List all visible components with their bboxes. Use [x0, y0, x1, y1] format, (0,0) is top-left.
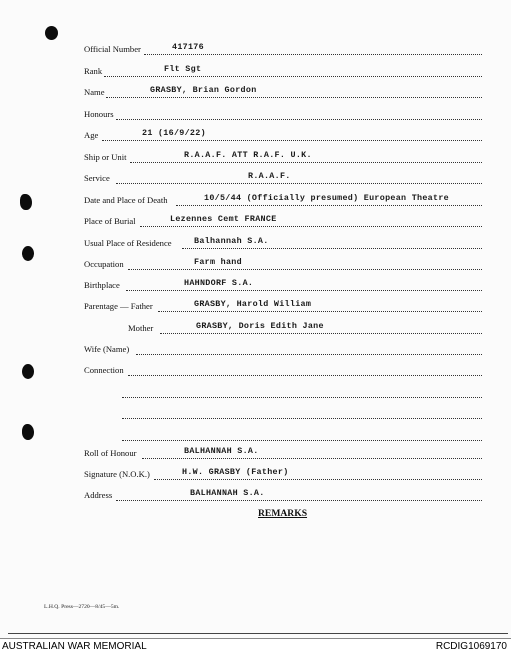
residence-value: Balhannah S.A. [194, 236, 269, 246]
punch-hole-5 [22, 424, 34, 440]
footer-bar [0, 638, 511, 655]
residence-field [84, 237, 482, 251]
death-field [84, 194, 482, 208]
name-label: Name [84, 87, 105, 97]
signature-value: H.W. GRASBY (Father) [182, 467, 289, 477]
connection-field [84, 364, 482, 378]
honours-field [84, 108, 482, 122]
occupation-label: Occupation [84, 259, 124, 269]
birthplace-field [84, 279, 482, 293]
connection-line-4 [122, 429, 482, 443]
punch-hole-top [45, 26, 58, 40]
rank-label: Rank [84, 66, 103, 76]
burial-value: Lezennes Cemt FRANCE [170, 214, 277, 224]
occupation-value: Farm hand [194, 257, 242, 267]
death-label: Date and Place of Death [84, 195, 168, 205]
father-field [84, 300, 482, 314]
mother-label: Mother [128, 323, 154, 333]
age-value: 21 (16/9/22) [142, 128, 206, 138]
occupation-field [84, 258, 482, 272]
official-number-field [84, 43, 482, 57]
address-field [84, 489, 482, 503]
rank-value: Flt Sgt [164, 64, 202, 74]
punch-hole-2 [20, 194, 32, 210]
age-label: Age [84, 130, 99, 140]
punch-hole-3 [22, 246, 34, 261]
connection-label: Connection [84, 365, 124, 375]
punch-hole-4 [22, 364, 34, 379]
page-edge-line [8, 633, 508, 634]
connection-line-2 [122, 386, 482, 400]
roll-of-honour-value: BALHANNAH S.A. [184, 446, 259, 456]
father-label: Parentage — Father [84, 301, 153, 311]
mother-value: GRASBY, Doris Edith Jane [196, 321, 324, 331]
address-value: BALHANNAH S.A. [190, 488, 265, 498]
father-value: GRASBY, Harold William [194, 299, 312, 309]
ship-or-unit-label: Ship or Unit [84, 152, 127, 162]
footer-source: AUSTRALIAN WAR MEMORIAL [2, 641, 147, 652]
connection-line-3 [122, 407, 482, 421]
wife-field [84, 343, 482, 357]
honours-label: Honours [84, 109, 114, 119]
footer-record-id: RCDIG1069170 [435, 641, 507, 652]
wife-label: Wife (Name) [84, 344, 130, 354]
name-value: GRASBY, Brian Gordon [150, 85, 257, 95]
age-field [84, 129, 482, 143]
rank-field [84, 65, 482, 79]
service-value: R.A.A.F. [248, 171, 291, 181]
roll-of-honour-label: Roll of Honour [84, 448, 137, 458]
birthplace-label: Birthplace [84, 280, 120, 290]
print-code: L.H.Q. Press—2720—8/45—5m. [44, 604, 120, 610]
service-field [84, 172, 482, 186]
remarks-heading: REMARKS [258, 508, 308, 519]
official-number-value: 417176 [172, 42, 204, 52]
name-field [84, 86, 482, 100]
address-label: Address [84, 490, 113, 500]
ship-or-unit-field [84, 151, 482, 165]
roll-of-honour-field [84, 447, 482, 461]
service-label: Service [84, 173, 110, 183]
birthplace-value: HAHNDORF S.A. [184, 278, 254, 288]
signature-field [84, 468, 482, 482]
burial-label: Place of Burial [84, 216, 136, 226]
residence-label: Usual Place of Residence [84, 238, 172, 248]
signature-label: Signature (N.O.K.) [84, 469, 150, 479]
burial-field [84, 215, 482, 229]
official-number-label: Official Number [84, 44, 141, 54]
death-value: 10/5/44 (Officially presumed) European Theatre [204, 193, 449, 203]
mother-field [128, 322, 482, 336]
ship-or-unit-value: R.A.A.F. ATT R.A.F. U.K. [184, 150, 312, 160]
